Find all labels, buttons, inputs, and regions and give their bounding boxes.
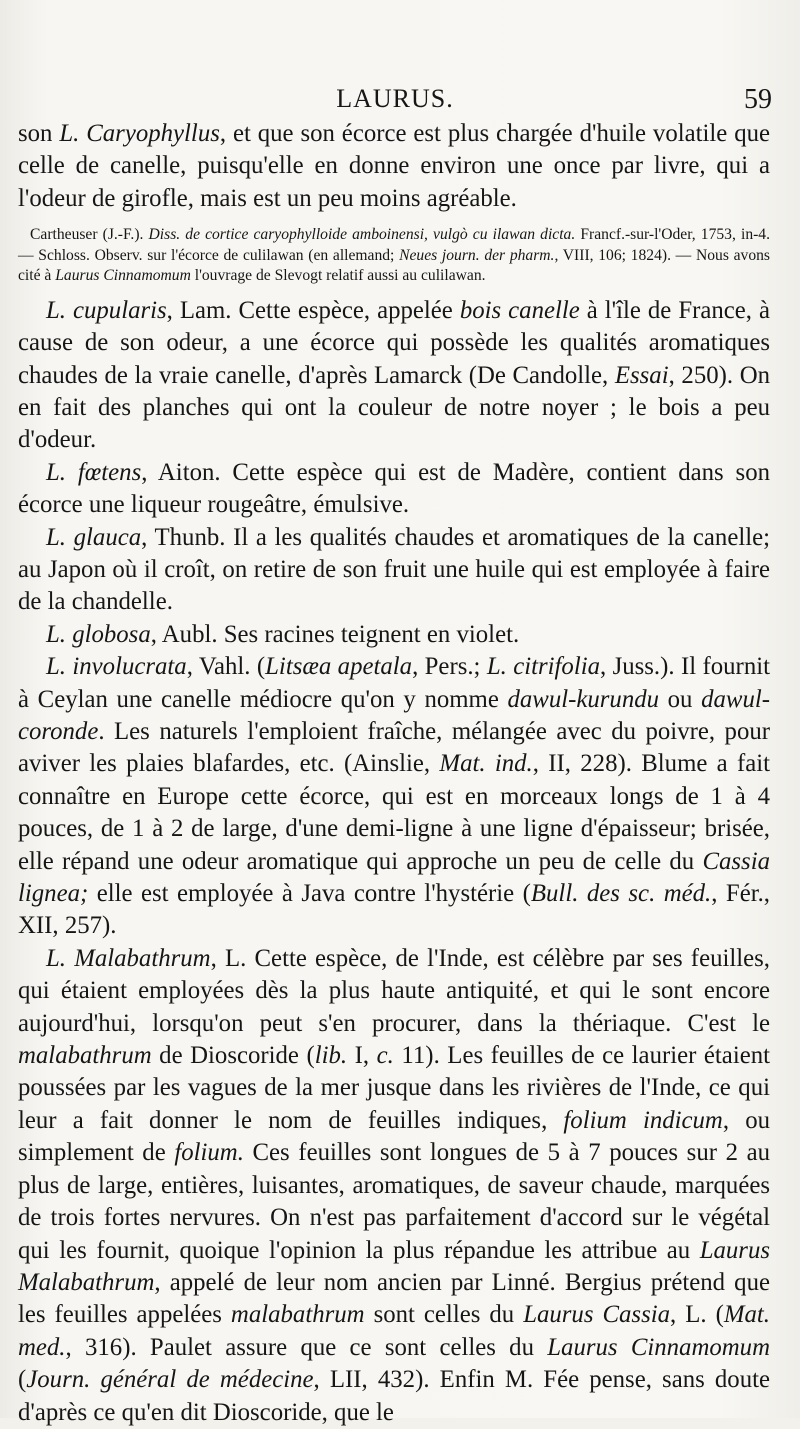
paragraph-glauca: L. glauca, Thunb. Il a les qualités chaudes et aromatiques de la canelle; au Japon où il croît, on retire de son fruit une huile qui est employée à faire de la chandelle. [18,523,770,616]
note-text: l'ouvrage de Slevogt relatif aussi au culilawan. [190,267,486,285]
running-title: LAURUS. [336,84,454,113]
paragraph-malabathrum: L. Malabathrum, L. Cette espèce, de l'Inde, est célèbre par ses feuilles, qui étaient employées dès la plus haute antiquité, et qui le sont encore aujourd'hui, lorsqu'on peut s'en procurer, dans la thériaque. C'est le malabathrum de Dioscoride (lib. I, c. 11). Les feuilles de ce laurier étaient poussées par les vagues de la mer jusque dans les rivières de l'Inde, ce qui leur a fait donner le nom de feuilles indiques, folium indicum, ou simplement de folium. Ces feuilles sont longues de 5 à 7 pouces sur 2 au plus de large, entières, luisantes, aromatiques, de saveur chaude, marquées de trois fortes nervures. On n'est pas parfaitement d'accord sur le végétal qui les fournit, quoique l'opinion la plus répandue les attribue au Laurus Malabathrum, appelé de leur nom ancien par Linné. Bergius prétend que les feuilles appelées malabathrum sont celles du Laurus Cassia, L. (Mat. med., 316). Paulet assure que ce sont celles du Laurus Cinnamomum (Journ. général de médecine, LII, 432). Enfin M. Fée pense, sans doute d'après ce qu'en dit Dioscoride, que le [18,944,771,1426]
species-name: L. glauca [46,523,142,551]
species-name: L. globosa [46,620,151,648]
species-name: L. Caryophyllus [59,120,220,147]
note-text: Francf.-sur-l'Oder, 1753, in-4. — Schloss. Observ. sur l'écorce de culilawan (en allemand; [18,226,771,264]
note-title: Laurus Cinnamomum [55,267,191,285]
page-body [18,118,770,1429]
note-title: Diss. de cortice caryophylloide amboinensi, vulgò cu ilawan dicta. [148,226,576,244]
paragraph-globosa: L. globosa, Aubl. Ses racines teignent en violet. [46,620,520,648]
paragraph-involucrata: L. involucrata, Vahl. (Litsæa apetala, Pers.; L. citrifolia, Juss.). Il fournit à Ceylan une canelle médiocre qu'on y nomme dawul-kurundu ou dawul-coronde. Les naturels l'emploient fraîche, mélangée avec du poivre, pour aviver les plaies blafardes, etc. (Ainslie, Mat. ind., II, 228). Blume a fait connaître en Europe cette écorce, qui est en morceaux longs de 1 à 4 pouces, de 1 à 2 de large, d'une demi-ligne à une ligne d'épaisseur; brisée, elle répand une odeur aromatique qui approche un peu de celle du Cassia lignea; elle est employée à Java contre l'hystérie (Bull. des sc. méd., Fér., XII, 257). [18,653,771,940]
note-text: Cartheuser (J.-F.). [30,226,149,244]
paragraph-caryophyllus-end [18,118,770,215]
note-text: , VIII, 106; 1824). — Nous avons cité à [18,246,771,285]
species-name: L. fœtens [46,458,142,486]
text-run: , et que son écorce est plus chargée d'huile volatile que celle de canelle, puisqu'elle en donne environ une once par livre, qui a l'odeur de girofle, mais est un peu moins agréable. [18,120,771,212]
species-name: L. Malabathrum [46,944,211,972]
species-name: L. cupularis [46,296,167,324]
page-number: 59 [744,84,772,115]
page-header [18,84,772,120]
paragraph-foetens: L. fœtens, Aiton. Cette espèce qui est de Madère, contient dans son écorce une liqueur rougeâtre, émulsive. [18,458,770,519]
text-run: son [18,120,60,147]
species-name: L. involucrata [46,653,187,681]
paragraph-cupularis: L. cupularis, Lam. Cette espèce, appelée bois canelle à l'île de France, à cause de son odeur, a une écorce qui possède les qualités aromatiques chaudes de la vraie canelle, d'après Lamarck (De Candolle, Essai, 250). On en fait des planches qui ont la couleur de notre noyer ; le bois a peu d'odeur. [18,296,770,454]
note-title: Neues journ. der pharm. [399,246,555,264]
bibliographic-note [18,225,770,287]
